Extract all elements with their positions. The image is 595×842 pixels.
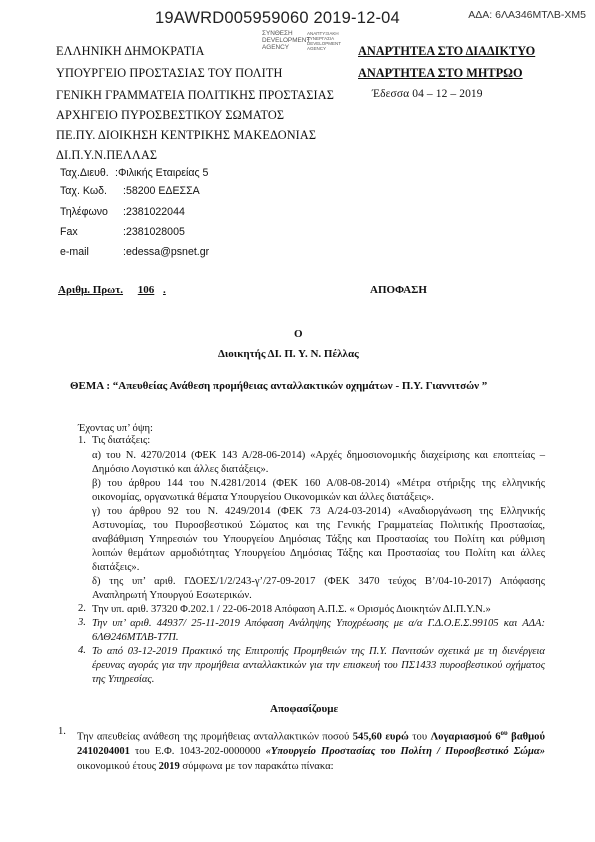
header-headquarters: ΑΡΧΗΓΕΙΟ ΠΥΡΟΣΒΕΣΤΙΚΟΥ ΣΩΜΑΤΟΣ: [56, 108, 285, 122]
contact-label: Fax: [60, 226, 78, 238]
provision-a: α) του Ν. 4270/2014 (ΦΕΚ 143 Α/28-06-2014) «Αρχές δημοσιονομικής διαχείρισης και εποπτείας – Δημόσιο Λογιστικό και άλλες διατάξεις».: [92, 450, 545, 475]
contact-postal-code: [60, 185, 260, 201]
decision-text-part: του Ε.Φ. 1043-202-0000000: [129, 746, 266, 758]
place-date: Έδεσσα 04 – 12 – 2019: [372, 88, 483, 100]
decision-amount: 545,60 ευρώ: [352, 731, 409, 743]
considering-heading: Έχοντας υπ’ όψη:: [78, 423, 153, 434]
contact-value[interactable]: :edessa@psnet.gr: [123, 246, 210, 258]
item-number: 1.: [78, 435, 86, 446]
provision-d: δ) της υπ’ αριθ. ΓΔΟΕΣ/1/2/243-γ’/27-09-2017 (ΦΕΚ 3470 τεύχος Β’/04-10-2017) Απόφασης Αναπληρωτή Υπουργού Εσωτερικών.: [92, 576, 545, 601]
logo-line: AGENCY: [262, 44, 289, 51]
post-registry: ΑΝΑΡΤΗΤΕΑ ΣΤΟ ΜΗΤΡΩΟ: [358, 66, 523, 80]
item-2-text: Την υπ. αριθ. 37320 Φ.202.1 / 22-06-2018 Απόφαση Α.Π.Σ. « Ορισμός Διοικητών ΔΙ.Π.Υ.Ν.»: [92, 604, 491, 615]
agency-logo: [262, 30, 342, 54]
contact-fax: [60, 226, 260, 242]
contact-address: [60, 167, 260, 183]
contact-label: e-mail: [60, 246, 89, 258]
protocol-value: 106: [137, 284, 155, 296]
decision-text-part: σύμφωνα με τον παρακάτω πίνακα:: [179, 760, 334, 772]
logo-line: ΣΥΝΕΡΓΑΣΙΑ: [307, 36, 335, 41]
authority-article: Ο: [294, 328, 303, 340]
item-3-text: Την υπ’ αριθ. 44937/ 25-11-2019 Απόφαση Ανάληψης Υποχρέωσης με α/α Γ.Δ.Ο.Ε.Σ.99105 και ΑΔΑ: 6ΛΘ246ΜΤΛΒ-Τ7Π.: [92, 618, 545, 643]
contact-label: Ταχ.Διευθ.: [60, 167, 109, 179]
decision-ministry: «Υπουργείο Προστασίας του Πολίτη / Πυροσβεστικό Σώμα»: [265, 746, 545, 758]
protocol-label: Αριθμ. Πρωτ.: [58, 284, 124, 296]
subject-line: [70, 380, 487, 392]
provision-b: β) του άρθρου 144 του Ν.4281/2014 (ΦΕΚ 160 Α/08-08-2014) «Μέτρα στήριξης της ελληνικής οικονομίας, οργανωτικά θέματα Υπουργείου Οικονομικών και άλλες διατάξεις».: [92, 478, 545, 503]
logo-line: ΑΝΑΠΤΥΞΙΑΚΗ: [307, 31, 339, 36]
item-provisions-title: Τις διατάξεις:: [92, 435, 151, 446]
decision-1-text: [77, 726, 545, 774]
stamp-code: 19AWRD005959060 2019-12-04: [155, 9, 400, 27]
header-country: ΕΛΛΗΝΙΚΗ ΔΗΜΟΚΡΑΤΙΑ: [56, 44, 205, 58]
protocol-number: [58, 284, 166, 296]
decision-account: Λογαριασμού 6: [430, 731, 501, 743]
contact-value: :Φιλικής Εταιρείας 5: [115, 167, 209, 179]
logo-line: AGENCY: [307, 46, 327, 51]
decision-title: ΑΠΟΦΑΣΗ: [370, 284, 427, 296]
contact-value: :2381022044: [123, 206, 185, 218]
item-4-text: Το από 03-12-2019 Πρακτικό της Επιτροπής Προμηθειών της Π.Υ. Πανιτσών σχετικά με τη διενέργεια έρευνας αγοράς για την προμήθεια ανταλλακτικών για την επισκευή του ΠΣ1433 πυροσβεστικού οχήματος της Υπηρεσίας.: [92, 646, 545, 685]
logo-line: DEVELOPMENT: [262, 37, 311, 44]
decision-number: 1.: [58, 726, 66, 737]
post-internet: ΑΝΑΡΤΗΤΕΑ ΣΤΟ ΔΙΑΔΙΚΤΥΟ: [358, 44, 536, 58]
contact-value: :58200 ΕΔΕΣΣΑ: [123, 185, 200, 197]
decision-year: 2019: [158, 760, 180, 772]
contact-value: :2381028005: [123, 226, 185, 238]
item-number: 4.: [78, 645, 86, 656]
header-ministry: ΥΠΟΥΡΓΕΙΟ ΠΡΟΣΤΑΣΙΑΣ ΤΟΥ ΠΟΛΙΤΗ: [56, 66, 283, 80]
decision-text-part: Την απευθείας ανάθεση της προμήθειας ανταλλακτικών ποσού: [77, 731, 353, 743]
item-number: 3.: [78, 617, 86, 628]
header-directorate: ΠΕ.ΠΥ. ΔΙΟΙΚΗΣΗ ΚΕΝΤΡΙΚΗΣ ΜΑΚΕΔΟΝΙΑΣ: [56, 128, 317, 142]
contact-phone: [60, 206, 260, 222]
item-number: 2.: [78, 603, 86, 614]
contact-email: [60, 246, 260, 262]
authority-title: Διοικητής ΔΙ. Π. Υ. Ν. Πέλλας: [218, 348, 359, 360]
header-unit: ΔΙ.Π.Υ.Ν.ΠΕΛΛΑΣ: [56, 148, 158, 162]
decision-account-superscript: ου: [500, 729, 508, 737]
header-secretariat: ΓΕΝΙΚΗ ΓΡΑΜΜΑΤΕΙΑ ΠΟΛΙΤΙΚΗΣ ΠΡΟΣΤΑΣΙΑΣ: [56, 88, 334, 102]
ada-code: ΑΔΑ: 6ΛΑ346ΜΤΛΒ-ΧΜ5: [468, 9, 586, 21]
contact-label: Τηλέφωνο: [60, 206, 108, 218]
subject-text: : “Απευθείας Ανάθεση προμήθειας ανταλλακτικών οχημάτων - Π.Υ. Γιαννιτσών ”: [106, 380, 488, 392]
decision-text-part: οικονομικού έτους: [77, 760, 159, 772]
logo-line: DEVELOPMENT: [307, 41, 342, 46]
contact-label: Ταχ. Κωδ.: [60, 185, 107, 197]
decision-text-part: του: [408, 731, 431, 743]
protocol-dot: .: [163, 284, 166, 296]
logo-line: ΣΥΝΘΕΣΗ: [262, 30, 293, 37]
subject-label: ΘΕΜΑ: [70, 380, 104, 392]
decision-grade: βαθμού 2410204001: [77, 731, 545, 758]
provision-c: γ) του άρθρου 92 του Ν. 4249/2014 (ΦΕΚ 73 Α/24-03-2014) «Αναδιοργάνωση της Ελληνικής Αστυνομίας, του Πυροσβεστικού Σώματος και της Γενικής Γραμματείας Πολιτικής Προστασίας, αναβάθμιση Υπηρεσιών του Υπουργείου Δημόσιας Τάξης και Προστασίας του Πολίτη και ρύθμιση λοιπών θεμάτων αρμοδιότητας Υπουργείου Δημόσιας Τάξης και Προστασίας του Πολίτη και άλλες διατάξεις».: [92, 506, 545, 573]
decide-heading: Αποφασίζουμε: [270, 703, 339, 715]
